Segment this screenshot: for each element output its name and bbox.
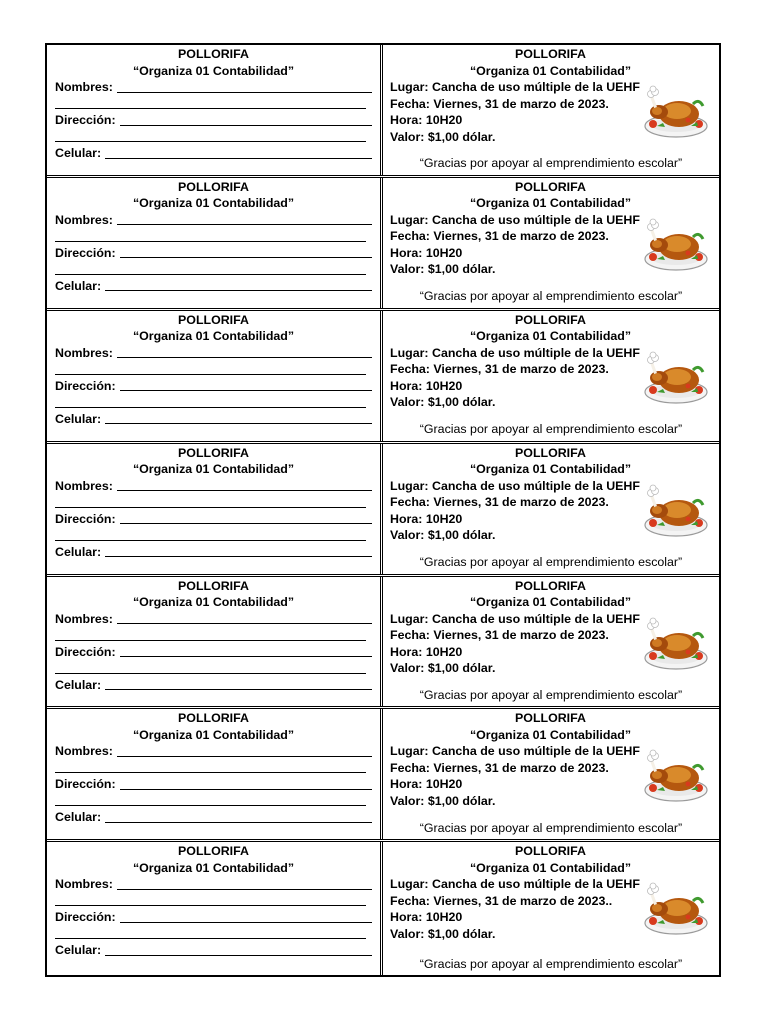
lugar-label: Lugar: xyxy=(390,877,429,892)
ticket-subtitle: “Organiza 01 Contabilidad” xyxy=(469,329,632,344)
celular-field[interactable] xyxy=(55,278,372,295)
stub-subtitle: “Organiza 01 Contabilidad” xyxy=(132,462,295,477)
nombres-label: Nombres: xyxy=(55,744,113,759)
stub-title: POLLORIFA xyxy=(178,312,249,327)
roast-chicken-icon xyxy=(643,348,709,406)
lugar-value: Cancha de uso múltiple de la UEHF xyxy=(432,478,640,493)
direccion-field[interactable] xyxy=(55,909,372,926)
ticket-subtitle: “Organiza 01 Contabilidad” xyxy=(469,595,632,610)
direccion-field[interactable] xyxy=(55,644,372,661)
lugar-value: Cancha de uso múltiple de la UEHF xyxy=(432,345,640,360)
valor-value: $1,00 dólar. xyxy=(427,129,496,144)
direccion-line-2[interactable] xyxy=(55,261,372,278)
ticket-title: POLLORIFA xyxy=(515,179,586,194)
ticket-subtitle: “Organiza 01 Contabilidad” xyxy=(469,63,632,78)
ticket-thanks: “Gracias por apoyar al emprendimiento escolar” xyxy=(419,820,683,835)
hora-label: Hora: xyxy=(390,910,423,925)
direccion-line-2[interactable] xyxy=(55,129,372,146)
hora-label: Hora: xyxy=(390,777,423,792)
nombres-label: Nombres: xyxy=(55,877,113,892)
nombres-line-2[interactable] xyxy=(55,627,372,644)
ticket-stub xyxy=(47,577,383,707)
direccion-label: Dirección: xyxy=(55,644,116,659)
lugar-value: Cancha de uso múltiple de la UEHF xyxy=(432,877,640,892)
roast-chicken-icon xyxy=(643,82,709,140)
valor-value: $1,00 dólar. xyxy=(427,926,496,941)
hora-value: 10H20 xyxy=(425,644,463,659)
fecha-value: Viernes, 31 de marzo de 2023.. xyxy=(433,893,613,908)
ticket-subtitle: “Organiza 01 Contabilidad” xyxy=(469,860,632,875)
ticket-stub xyxy=(47,709,383,839)
ticket-thanks: “Gracias por apoyar al emprendimiento escolar” xyxy=(419,956,683,971)
stub-title: POLLORIFA xyxy=(178,179,249,194)
stub-title: POLLORIFA xyxy=(178,711,249,726)
hora-label: Hora: xyxy=(390,113,423,127)
nombres-field[interactable] xyxy=(55,345,372,362)
ticket-body xyxy=(383,842,719,975)
fecha-label: Fecha: xyxy=(390,362,430,377)
ticket-body xyxy=(383,45,719,175)
direccion-label: Dirección: xyxy=(55,113,116,127)
raffle-ticket-row xyxy=(47,45,719,178)
direccion-line-2[interactable] xyxy=(55,660,372,677)
raffle-ticket-row xyxy=(47,842,719,975)
stub-subtitle: “Organiza 01 Contabilidad” xyxy=(132,727,295,742)
stub-subtitle: “Organiza 01 Contabilidad” xyxy=(132,63,295,78)
celular-field[interactable] xyxy=(55,677,372,694)
celular-label: Celular: xyxy=(55,411,102,426)
nombres-label: Nombres: xyxy=(55,478,113,493)
celular-field[interactable] xyxy=(55,145,372,162)
nombres-label: Nombres: xyxy=(55,345,113,360)
stub-subtitle: “Organiza 01 Contabilidad” xyxy=(132,329,295,344)
hora-value: 10H20 xyxy=(425,378,463,393)
ticket-title: POLLORIFA xyxy=(515,711,586,726)
valor-label: Valor: xyxy=(390,129,425,144)
nombres-field[interactable] xyxy=(55,743,372,760)
lugar-label: Lugar: xyxy=(390,611,429,626)
nombres-field[interactable] xyxy=(55,212,372,229)
lugar-value: Cancha de uso múltiple de la UEHF xyxy=(432,80,640,94)
nombres-label: Nombres: xyxy=(55,80,113,94)
ticket-body xyxy=(383,444,719,574)
ticket-body xyxy=(383,311,719,441)
hora-value: 10H20 xyxy=(425,113,463,127)
hora-value: 10H20 xyxy=(425,245,463,260)
roast-chicken-icon xyxy=(643,614,709,672)
nombres-line-2[interactable] xyxy=(55,228,372,245)
hora-value: 10H20 xyxy=(425,511,463,526)
nombres-line-2[interactable] xyxy=(55,893,372,910)
fecha-value: Viernes, 31 de marzo de 2023. xyxy=(433,362,609,377)
direccion-field[interactable] xyxy=(55,245,372,262)
ticket-title: POLLORIFA xyxy=(515,844,586,859)
valor-label: Valor: xyxy=(390,926,425,941)
nombres-field[interactable] xyxy=(55,876,372,893)
nombres-label: Nombres: xyxy=(55,611,113,626)
direccion-line-2[interactable] xyxy=(55,394,372,411)
valor-value: $1,00 dólar. xyxy=(427,528,496,543)
ticket-subtitle: “Organiza 01 Contabilidad” xyxy=(469,727,632,742)
hora-value: 10H20 xyxy=(425,777,463,792)
ticket-title: POLLORIFA xyxy=(515,312,586,327)
ticket-body xyxy=(383,178,719,308)
ticket-title: POLLORIFA xyxy=(515,445,586,460)
hora-label: Hora: xyxy=(390,511,423,526)
roast-chicken-icon xyxy=(643,215,709,273)
celular-label: Celular: xyxy=(55,677,102,692)
direccion-label: Dirección: xyxy=(55,245,116,260)
valor-value: $1,00 dólar. xyxy=(427,793,496,808)
raffle-ticket-row xyxy=(47,311,719,444)
roast-chicken-icon xyxy=(643,481,709,539)
ticket-subtitle: “Organiza 01 Contabilidad” xyxy=(469,196,632,211)
ticket-thanks: “Gracias por apoyar al emprendimiento escolar” xyxy=(419,156,683,171)
hora-value: 10H20 xyxy=(425,910,463,925)
lugar-label: Lugar: xyxy=(390,212,429,227)
valor-label: Valor: xyxy=(390,661,425,676)
valor-label: Valor: xyxy=(390,262,425,277)
nombres-line-2[interactable] xyxy=(55,494,372,511)
lugar-label: Lugar: xyxy=(390,80,429,94)
ticket-stub xyxy=(47,178,383,308)
celular-label: Celular: xyxy=(55,146,102,160)
direccion-label: Dirección: xyxy=(55,777,116,792)
direccion-field[interactable] xyxy=(55,378,372,395)
ticket-stub xyxy=(47,311,383,441)
lugar-value: Cancha de uso múltiple de la UEHF xyxy=(432,212,640,227)
raffle-ticket-row xyxy=(47,709,719,842)
lugar-label: Lugar: xyxy=(390,345,429,360)
ticket-thanks: “Gracias por apoyar al emprendimiento escolar” xyxy=(419,555,683,570)
ticket-thanks: “Gracias por apoyar al emprendimiento escolar” xyxy=(419,289,683,304)
ticket-stub xyxy=(47,842,383,975)
celular-label: Celular: xyxy=(55,278,102,293)
fecha-value: Viernes, 31 de marzo de 2023. xyxy=(433,495,609,510)
lugar-label: Lugar: xyxy=(390,744,429,759)
celular-field[interactable] xyxy=(55,942,372,959)
fecha-label: Fecha: xyxy=(390,893,430,908)
ticket-body xyxy=(383,709,719,839)
direccion-line-2[interactable] xyxy=(55,527,372,544)
raffle-ticket-row xyxy=(47,178,719,311)
stub-title: POLLORIFA xyxy=(178,445,249,460)
nombres-label: Nombres: xyxy=(55,212,113,227)
nombres-field[interactable] xyxy=(55,611,372,628)
valor-value: $1,00 dólar. xyxy=(427,395,496,410)
hora-label: Hora: xyxy=(390,245,423,260)
lugar-value: Cancha de uso múltiple de la UEHF xyxy=(432,744,640,759)
ticket-thanks: “Gracias por apoyar al emprendimiento escolar” xyxy=(419,687,683,702)
nombres-field[interactable] xyxy=(55,79,372,96)
direccion-label: Dirección: xyxy=(55,378,116,393)
celular-field[interactable] xyxy=(55,411,372,428)
celular-field[interactable] xyxy=(55,809,372,826)
direccion-field[interactable] xyxy=(55,112,372,129)
ticket-subtitle: “Organiza 01 Contabilidad” xyxy=(469,462,632,477)
direccion-line-2[interactable] xyxy=(55,926,372,943)
raffle-ticket-sheet xyxy=(45,43,721,977)
roast-chicken-icon xyxy=(643,879,709,937)
valor-value: $1,00 dólar. xyxy=(427,262,496,277)
hora-label: Hora: xyxy=(390,378,423,393)
fecha-label: Fecha: xyxy=(390,229,430,244)
celular-label: Celular: xyxy=(55,943,102,958)
direccion-label: Dirección: xyxy=(55,511,116,526)
celular-field[interactable] xyxy=(55,544,372,561)
valor-label: Valor: xyxy=(390,793,425,808)
fecha-label: Fecha: xyxy=(390,628,430,643)
direccion-field[interactable] xyxy=(55,511,372,528)
fecha-value: Viernes, 31 de marzo de 2023. xyxy=(433,229,609,244)
raffle-ticket-row xyxy=(47,444,719,577)
fecha-label: Fecha: xyxy=(390,96,430,111)
ticket-title: POLLORIFA xyxy=(515,47,586,61)
hora-label: Hora: xyxy=(390,644,423,659)
stub-subtitle: “Organiza 01 Contabilidad” xyxy=(132,196,295,211)
celular-label: Celular: xyxy=(55,544,102,559)
fecha-value: Viernes, 31 de marzo de 2023. xyxy=(433,628,609,643)
raffle-ticket-row xyxy=(47,577,719,710)
lugar-label: Lugar: xyxy=(390,478,429,493)
valor-value: $1,00 dólar. xyxy=(427,661,496,676)
stub-title: POLLORIFA xyxy=(178,47,249,61)
valor-label: Valor: xyxy=(390,528,425,543)
nombres-line-2[interactable] xyxy=(55,760,372,777)
stub-title: POLLORIFA xyxy=(178,844,249,859)
celular-label: Celular: xyxy=(55,810,102,825)
nombres-line-2[interactable] xyxy=(55,96,372,113)
roast-chicken-icon xyxy=(643,746,709,804)
nombres-field[interactable] xyxy=(55,478,372,495)
direccion-field[interactable] xyxy=(55,776,372,793)
direccion-label: Dirección: xyxy=(55,910,116,925)
fecha-label: Fecha: xyxy=(390,495,430,510)
ticket-thanks: “Gracias por apoyar al emprendimiento escolar” xyxy=(419,422,683,437)
fecha-label: Fecha: xyxy=(390,760,430,775)
ticket-body xyxy=(383,577,719,707)
fecha-value: Viernes, 31 de marzo de 2023. xyxy=(433,96,609,111)
stub-title: POLLORIFA xyxy=(178,578,249,593)
ticket-stub xyxy=(47,45,383,175)
valor-label: Valor: xyxy=(390,395,425,410)
fecha-value: Viernes, 31 de marzo de 2023. xyxy=(433,760,609,775)
lugar-value: Cancha de uso múltiple de la UEHF xyxy=(432,611,640,626)
direccion-line-2[interactable] xyxy=(55,793,372,810)
ticket-title: POLLORIFA xyxy=(515,578,586,593)
stub-subtitle: “Organiza 01 Contabilidad” xyxy=(132,860,295,875)
stub-subtitle: “Organiza 01 Contabilidad” xyxy=(132,595,295,610)
nombres-line-2[interactable] xyxy=(55,361,372,378)
ticket-stub xyxy=(47,444,383,574)
